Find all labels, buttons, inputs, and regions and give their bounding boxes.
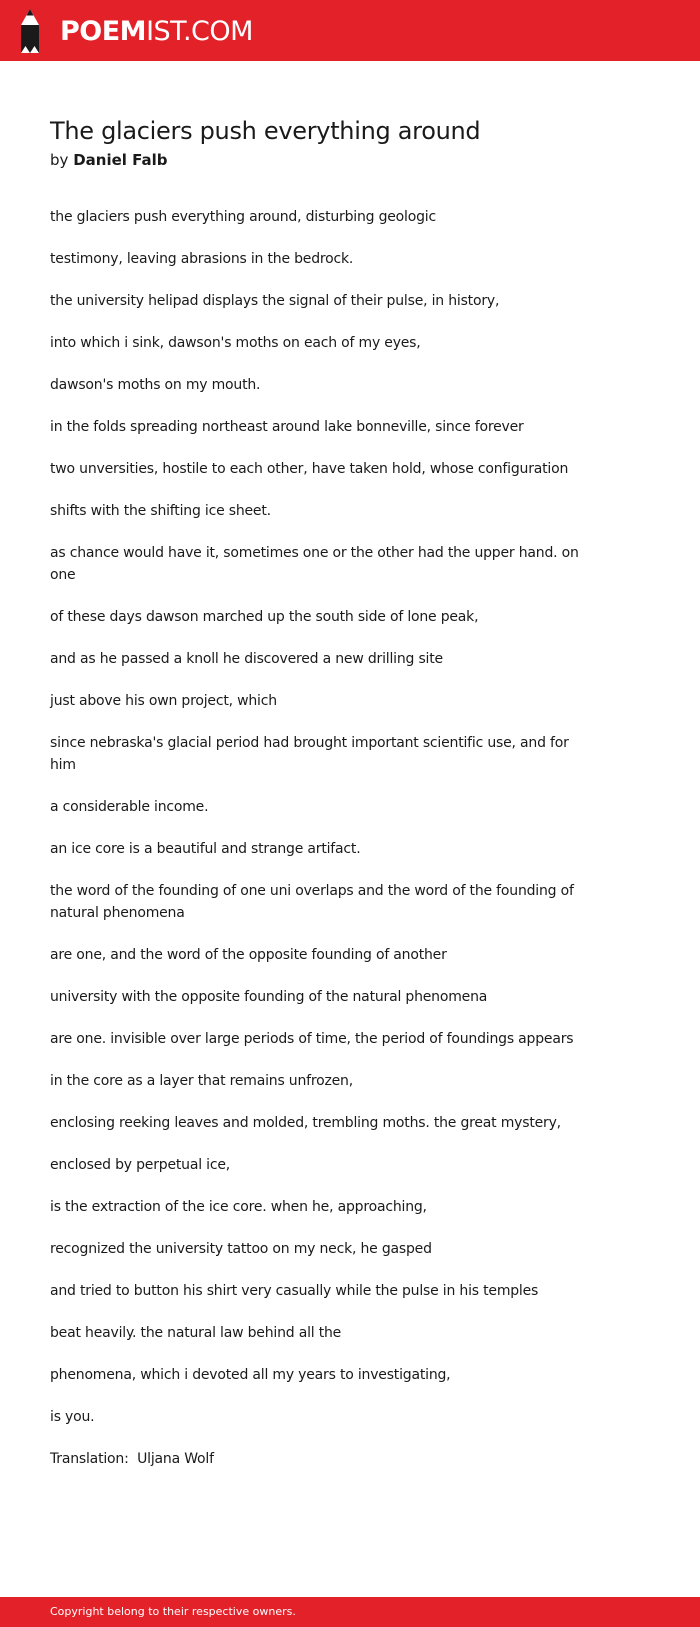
poem-line: the glaciers push everything around, disturbing geologic [50,209,436,225]
poem-line: into which i sink, dawson's moths on each of my eyes, [50,335,421,351]
poem-line: the university helipad displays the signal of their pulse, in history, [50,293,500,309]
poem-line: shifts with the shifting ice sheet. [50,503,271,519]
pencil-icon [16,9,44,53]
poem-line: are one, and the word of the opposite founding of another [50,947,447,963]
poem-line: a considerable income. [50,799,209,815]
poem-line: is the extraction of the ice core. when he, approaching, [50,1199,427,1215]
logo-text-light: IST.COM [146,15,253,47]
top-bar [0,0,700,61]
poem-line: is you. [50,1409,95,1425]
poem-line: in the folds spreading northeast around lake bonneville, since forever [50,419,524,435]
logo-text-bold: POEM [60,15,147,47]
poem-line: dawson's moths on my mouth. [50,377,261,393]
site-logo-text [60,15,253,47]
site-footer [0,1597,700,1627]
poem-body [50,206,590,1470]
poem-title: The glaciers push everything around [50,117,481,145]
poem-line: an ice core is a beautiful and strange artifact. [50,841,361,857]
poem-byline [50,149,590,171]
poem-line: just above his own project, which [50,693,277,709]
poem-line: recognized the university tattoo on my neck, he gasped [50,1241,432,1257]
poem-line: beat heavily. the natural law behind all the [50,1325,342,1341]
poem-line: university with the opposite founding of the natural phenomena [50,989,488,1005]
by-label: by [50,151,69,169]
poem-line: two unversities, hostile to each other, have taken hold, whose configuration [50,461,569,477]
copyright-text: Copyright belong to their respective owners. [50,1605,296,1618]
poem-line: since nebraska's glacial period had brought important scientific use, and for him [50,735,569,773]
poem-content [50,113,590,1470]
poem-line: in the core as a layer that remains unfrozen, [50,1073,353,1089]
poem-line: enclosing reeking leaves and molded, trembling moths. the great mystery, [50,1115,561,1131]
poem-line: as chance would have it, sometimes one or the other had the upper hand. on one [50,545,579,583]
poem-line: and tried to button his shirt very casually while the pulse in his temples [50,1283,539,1299]
poem-line: of these days dawson marched up the south side of lone peak, [50,609,479,625]
poem-line: phenomena, which i devoted all my years to investigating, [50,1367,451,1383]
poem-line: are one. invisible over large periods of time, the period of foundings appears [50,1031,574,1047]
translation-credit: Translation: Uljana Wolf [50,1451,214,1467]
site-logo-link[interactable] [16,9,253,53]
author-name: Daniel Falb [73,151,168,169]
poem-line: enclosed by perpetual ice, [50,1157,230,1173]
poem-line: testimony, leaving abrasions in the bedrock. [50,251,354,267]
poem-line: the word of the founding of one uni overlaps and the word of the founding of natural phenomena [50,883,574,921]
poem-line: and as he passed a knoll he discovered a new drilling site [50,651,443,667]
